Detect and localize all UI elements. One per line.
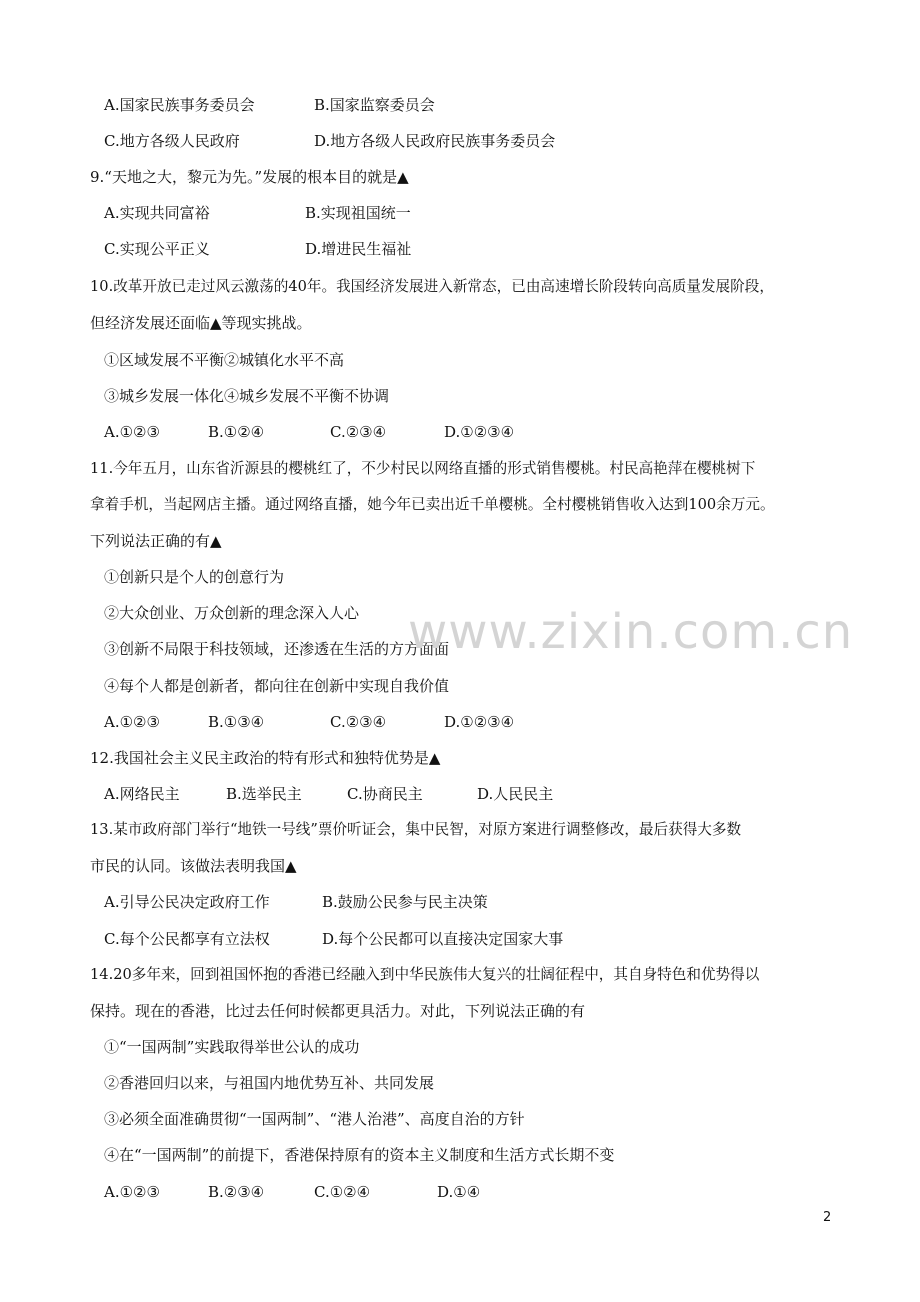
q11-item-3: ③创新不局限于科技领域，还渗透在生活的方方面面	[104, 640, 450, 658]
q12-stem: 12.我国社会主义民主政治的特有形式和独特优势是▲	[90, 749, 441, 767]
q9-option-a: A.实现共同富裕	[104, 204, 210, 222]
q14-option-d: D.①④	[437, 1183, 481, 1201]
q11-option-a: A.①②③	[104, 713, 160, 731]
q11-stem-line-1: 11.今年五月，山东省沂源县的樱桃红了，不少村民以网络直播的形式销售樱桃。村民高艳萍在樱桃树下	[90, 460, 756, 477]
q11-item-2: ②大众创业、万众创新的理念深入人心	[104, 604, 360, 622]
q11-item-4: ④每个人都是创新者，都向往在创新中实现自我价值	[104, 677, 450, 695]
q9-stem: 9.“天地之大，黎元为先。”发展的根本目的就是▲	[90, 168, 409, 186]
q10-item-1: ①区域发展不平衡②城镇化水平不高	[104, 351, 345, 369]
q14-stem-line-2: 保持。现在的香港，比过去任何时候都更具活力。对此，下列说法正确的有	[90, 1002, 586, 1020]
q14-item-3: ③必须全面准确贯彻“一国两制”、“港人治港”、高度自治的方针	[104, 1110, 525, 1128]
q13-option-d: D.每个公民都可以直接决定国家大事	[322, 930, 564, 948]
q10-item-2: ③城乡发展一体化④城乡发展不平衡不协调	[104, 387, 390, 405]
q10-option-a: A.①②③	[104, 423, 160, 441]
q8-option-c: C.地方各级人民政府	[104, 132, 240, 150]
q8-option-a: A.国家民族事务委员会	[104, 96, 255, 114]
q12-option-c: C.协商民主	[347, 785, 423, 803]
q8-option-b: B.国家监察委员会	[314, 96, 435, 114]
q13-option-b: B.鼓励公民参与民主决策	[322, 893, 488, 911]
q9-option-d: D.增进民生福祉	[305, 240, 412, 258]
page-number: 2	[823, 1210, 832, 1225]
q14-item-4: ④在“一国两制”的前提下，香港保持原有的资本主义制度和生活方式长期不变	[104, 1146, 615, 1164]
q10-option-d: D.①②③④	[444, 423, 515, 441]
q14-item-1: ①“一国两制”实践取得举世公认的成功	[104, 1038, 360, 1056]
q14-option-a: A.①②③	[104, 1183, 160, 1201]
q12-option-b: B.选举民主	[226, 785, 302, 803]
q10-stem-line-1: 10.改革开放已走过风云激荡的40年。我国经济发展进入新常态，已由高速增长阶段转向高质量发展阶段，	[90, 278, 774, 295]
q13-stem-line-1: 13.某市政府部门举行“地铁一号线”票价听证会，集中民智，对原方案进行调整修改，最后获得大多数	[90, 821, 742, 838]
q14-option-c: C.①②④	[314, 1183, 371, 1201]
q8-option-d: D.地方各级人民政府民族事务委员会	[314, 132, 556, 150]
watermark: www.zixin.com.cn	[408, 604, 854, 660]
q11-option-c: C.②③④	[330, 713, 387, 731]
q11-stem-line-2: 拿着手机，当起网店主播。通过网络直播，她今年已卖出近千单樱桃。全村樱桃销售收入达到100余万元。	[90, 496, 775, 513]
q9-option-c: C.实现公平正义	[104, 240, 210, 258]
q11-item-1: ①创新只是个人的创意行为	[104, 568, 285, 586]
q13-stem-line-2: 市民的认同。该做法表明我国▲	[90, 857, 297, 875]
q14-stem-line-1: 14.20多年来，回到祖国怀抱的香港已经融入到中华民族伟大复兴的壮阔征程中，其自身特色和优势得以	[90, 966, 760, 983]
q9-option-b: B.实现祖国统一	[305, 204, 411, 222]
q10-option-b: B.①②④	[208, 423, 265, 441]
q13-option-a: A.引导公民决定政府工作	[104, 893, 270, 911]
q10-stem-line-2: 但经济发展还面临▲等现实挑战。	[90, 314, 312, 332]
q13-option-c: C.每个公民都享有立法权	[104, 930, 270, 948]
q10-option-c: C.②③④	[330, 423, 387, 441]
q11-option-b: B.①③④	[208, 713, 265, 731]
q11-option-d: D.①②③④	[444, 713, 515, 731]
q14-option-b: B.②③④	[208, 1183, 265, 1201]
q14-item-2: ②香港回归以来，与祖国内地优势互补、共同发展	[104, 1074, 435, 1092]
q12-option-d: D.人民民主	[477, 785, 554, 803]
q11-stem-line-3: 下列说法正确的有▲	[90, 532, 222, 550]
q12-option-a: A.网络民主	[104, 785, 180, 803]
